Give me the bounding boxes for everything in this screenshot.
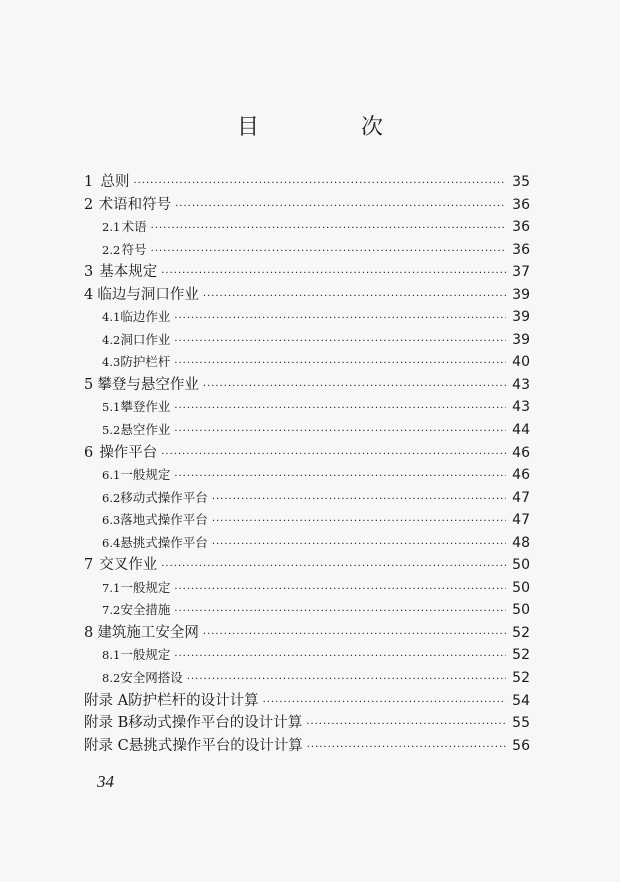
- toc-entry-page: 39: [512, 331, 530, 348]
- toc-entry-number: 5.2: [102, 423, 121, 438]
- toc-entry-page: 43: [512, 376, 530, 393]
- toc-entry-page: 50: [512, 557, 530, 574]
- toc-entry-page: 47: [512, 489, 530, 506]
- page-title: 目 次: [236, 115, 423, 140]
- toc-entry-title: 洞口作业: [120, 331, 171, 347]
- toc-dot-leader: [203, 376, 506, 399]
- toc-chapter-entry: [84, 442, 530, 465]
- toc-subsection-entry: [84, 577, 530, 600]
- toc-entry-number: 6.3: [102, 513, 121, 528]
- toc-entry-number: 4.1: [102, 310, 121, 325]
- toc-entry-page: 46: [512, 444, 530, 461]
- toc-entry-title: 符号: [121, 241, 147, 257]
- toc-entry-number: 4: [84, 286, 94, 303]
- toc-entry-number: 4.3: [102, 355, 121, 370]
- toc-appendix-entry: [84, 690, 530, 713]
- toc-entry-number: 附录 C: [84, 737, 129, 754]
- toc-dot-leader: [307, 737, 506, 760]
- toc-entry-page: 52: [512, 624, 530, 641]
- toc-dot-leader: [161, 444, 506, 467]
- toc-entry-page: 35: [512, 174, 530, 190]
- toc-entry-title: 基本规定: [99, 264, 158, 281]
- toc-entry-page: 50: [512, 602, 530, 619]
- toc-dot-leader: [175, 196, 506, 219]
- toc-dot-leader: [174, 646, 506, 669]
- toc-entry-number: 7.2: [102, 603, 121, 618]
- toc-subsection-entry: [84, 306, 530, 329]
- toc-entry-page: 37: [512, 264, 530, 281]
- toc-entry-title: 一般规定: [120, 467, 171, 483]
- toc-dot-leader: [212, 534, 506, 557]
- table-of-contents: [84, 171, 530, 757]
- toc-dot-leader: [212, 511, 506, 534]
- toc-entry-page: 36: [512, 196, 530, 213]
- toc-chapter-entry: [84, 171, 530, 194]
- toc-entry-page: 36: [512, 241, 530, 258]
- toc-subsection-entry: [84, 667, 530, 690]
- toc-dot-leader: [212, 489, 506, 512]
- toc-dot-leader: [174, 466, 506, 489]
- toc-entry-number: 6.1: [102, 468, 121, 483]
- toc-entry-number: 1: [84, 174, 94, 190]
- toc-entry-title: 悬挑式操作平台: [120, 534, 208, 550]
- toc-entry-page: 40: [512, 354, 530, 371]
- toc-dot-leader: [133, 173, 506, 196]
- toc-appendix-entry: [84, 735, 530, 758]
- toc-chapter-entry: [84, 374, 530, 397]
- toc-chapter-entry: [84, 284, 530, 307]
- toc-entry-page: 46: [512, 467, 530, 484]
- toc-entry-title: 安全网搭设: [120, 670, 183, 686]
- toc-entry-title: 操作平台: [99, 444, 158, 461]
- toc-dot-leader: [161, 556, 506, 579]
- toc-dot-leader: [174, 421, 506, 444]
- toc-entry-title: 一般规定: [120, 647, 171, 663]
- toc-entry-number: 8.1: [102, 648, 121, 663]
- toc-entry-page: 48: [512, 534, 530, 551]
- toc-entry-page: 39: [512, 309, 530, 326]
- toc-entry-number: 2.1: [102, 220, 121, 235]
- toc-entry-page: 50: [512, 579, 530, 596]
- toc-entry-page: 54: [512, 692, 530, 709]
- toc-entry-title: 临边与洞口作业: [97, 286, 199, 303]
- toc-entry-number: 附录 B: [84, 715, 129, 732]
- toc-dot-leader: [203, 286, 506, 309]
- toc-chapter-entry: [84, 194, 530, 217]
- toc-entry-page: 44: [512, 422, 530, 439]
- toc-subsection-entry: [84, 509, 530, 532]
- toc-entry-page: 52: [512, 670, 530, 687]
- toc-entry-page: 39: [512, 286, 530, 303]
- toc-chapter-entry: [84, 261, 530, 284]
- toc-dot-leader: [187, 669, 506, 692]
- toc-entry-title: 总则: [100, 174, 130, 190]
- toc-subsection-entry: [84, 644, 530, 667]
- toc-entry-number: 2.2: [102, 242, 121, 257]
- toc-entry-title: 移动式操作平台: [120, 489, 208, 505]
- toc-dot-leader: [174, 308, 506, 331]
- toc-entry-number: 5: [84, 376, 94, 393]
- toc-dot-leader: [174, 331, 506, 354]
- toc-entry-title: 一般规定: [120, 579, 171, 595]
- toc-entry-title: 悬挑式操作平台的设计计算: [128, 737, 303, 754]
- toc-dot-leader: [306, 714, 506, 737]
- toc-entry-number: 附录 A: [84, 692, 129, 709]
- toc-subsection-entry: [84, 464, 530, 487]
- toc-appendix-entry: [84, 712, 530, 735]
- toc-dot-leader: [174, 353, 506, 376]
- toc-entry-number: 5.1: [102, 400, 121, 415]
- toc-entry-number: 7.1: [102, 580, 121, 595]
- toc-entry-number: 8.2: [102, 671, 121, 686]
- toc-entry-page: 36: [512, 219, 530, 236]
- toc-subsection-entry: [84, 329, 530, 352]
- toc-entry-number: 8: [84, 624, 94, 641]
- toc-subsection-entry: [84, 487, 530, 510]
- toc-subsection-entry: [84, 239, 530, 262]
- toc-entry-title: 建筑施工安全网: [97, 624, 199, 641]
- toc-dot-leader: [151, 241, 506, 264]
- toc-entry-number: 6: [84, 444, 94, 461]
- toc-dot-leader: [174, 398, 506, 421]
- toc-subsection-entry: [84, 351, 530, 374]
- toc-entry-page: 56: [512, 737, 530, 754]
- toc-subsection-entry: [84, 532, 530, 555]
- toc-entry-page: 55: [512, 715, 530, 732]
- toc-entry-title: 安全措施: [120, 602, 171, 618]
- toc-entry-title: 交叉作业: [99, 557, 158, 574]
- toc-entry-page: 47: [512, 512, 530, 529]
- toc-dot-leader: [174, 579, 506, 602]
- toc-chapter-entry: [84, 554, 530, 577]
- toc-entry-number: 3: [84, 264, 94, 281]
- toc-entry-page: 43: [512, 399, 530, 416]
- toc-entry-title: 落地式操作平台: [120, 512, 208, 528]
- toc-entry-title: 攀登与悬空作业: [97, 376, 199, 393]
- toc-dot-leader: [151, 218, 506, 241]
- toc-entry-title: 防护栏杆: [120, 354, 171, 370]
- toc-subsection-entry: [84, 419, 530, 442]
- toc-dot-leader: [203, 624, 506, 647]
- toc-entry-title: 临边作业: [120, 309, 171, 325]
- toc-entry-title: 术语: [121, 219, 147, 235]
- toc-subsection-entry: [84, 216, 530, 239]
- toc-entry-number: 6.4: [102, 535, 121, 550]
- toc-dot-leader: [161, 263, 506, 286]
- toc-entry-number: 6.2: [102, 490, 121, 505]
- toc-entry-title: 攀登作业: [120, 399, 171, 415]
- toc-entry-number: 7: [84, 557, 94, 574]
- toc-entry-title: 防护栏杆的设计计算: [128, 692, 259, 709]
- toc-entry-page: 52: [512, 647, 530, 664]
- page-number: 34: [97, 772, 114, 791]
- toc-entry-number: 4.2: [102, 332, 121, 347]
- toc-subsection-entry: [84, 396, 530, 419]
- toc-dot-leader: [263, 692, 506, 715]
- toc-entry-title: 移动式操作平台的设计计算: [128, 715, 303, 732]
- toc-chapter-entry: [84, 622, 530, 645]
- toc-subsection-entry: [84, 599, 530, 622]
- toc-entry-number: 2: [84, 196, 94, 213]
- toc-dot-leader: [174, 601, 506, 624]
- toc-entry-title: 悬空作业: [120, 422, 171, 438]
- toc-entry-title: 术语和符号: [98, 196, 172, 213]
